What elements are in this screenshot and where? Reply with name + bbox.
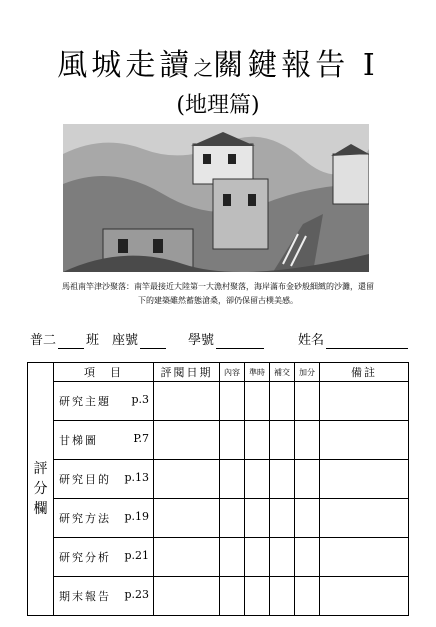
on-time-cell[interactable]	[245, 382, 270, 421]
content-cell[interactable]	[220, 460, 245, 499]
on-time-cell[interactable]	[245, 460, 270, 499]
content-cell[interactable]	[220, 538, 245, 577]
name-blank[interactable]	[326, 348, 408, 349]
page-title	[0, 48, 436, 86]
caption-line2: 下的建築雖然蓄態滄桑，卻仍保留古樸美感。	[138, 296, 298, 305]
date-cell[interactable]	[154, 421, 220, 460]
class-blank[interactable]	[58, 348, 84, 349]
item-cell	[54, 460, 154, 499]
remarks-cell[interactable]	[320, 538, 409, 577]
student-info	[30, 333, 420, 349]
on-time-cell[interactable]	[245, 421, 270, 460]
table-row	[28, 382, 409, 421]
item-page: p.13	[124, 471, 149, 484]
side-char: 評	[33, 461, 48, 477]
date-cell[interactable]	[154, 577, 220, 616]
remarks-cell[interactable]	[320, 499, 409, 538]
resubmit-cell[interactable]	[270, 460, 295, 499]
item-name: 研究主題	[59, 395, 111, 408]
title-small: 之	[193, 56, 214, 80]
id-label: 學號	[188, 333, 215, 348]
content-cell[interactable]	[220, 577, 245, 616]
seat-label: 座號	[112, 333, 139, 348]
item-cell	[54, 382, 154, 421]
item-name: 研究分析	[59, 551, 111, 564]
header-date: 評閱日期	[154, 363, 220, 382]
date-cell[interactable]	[154, 499, 220, 538]
item-name: 期末報告	[59, 590, 111, 603]
class-label: 普二	[30, 333, 57, 348]
item-page: p.19	[124, 510, 149, 523]
item-name: 研究目的	[59, 473, 111, 486]
remarks-cell[interactable]	[320, 382, 409, 421]
item-cell	[54, 538, 154, 577]
table-row	[28, 421, 409, 460]
seat-blank[interactable]	[140, 348, 166, 349]
resubmit-cell[interactable]	[270, 382, 295, 421]
header-item: 項 目	[54, 363, 154, 382]
content-cell[interactable]	[220, 421, 245, 460]
on-time-cell[interactable]	[245, 538, 270, 577]
table-row	[28, 577, 409, 616]
remarks-cell[interactable]	[320, 577, 409, 616]
resubmit-cell[interactable]	[270, 538, 295, 577]
date-cell[interactable]	[154, 382, 220, 421]
table-header-row	[28, 363, 409, 382]
content-cell[interactable]	[220, 499, 245, 538]
table-row	[28, 460, 409, 499]
table-row	[28, 499, 409, 538]
class-suffix: 班	[86, 333, 100, 348]
id-blank[interactable]	[216, 348, 264, 349]
resubmit-cell[interactable]	[270, 421, 295, 460]
on-time-cell[interactable]	[245, 577, 270, 616]
bonus-cell[interactable]	[295, 577, 320, 616]
content-cell[interactable]	[220, 382, 245, 421]
resubmit-cell[interactable]	[270, 499, 295, 538]
caption-line1: 馬祖南竿津沙聚落：南竿最接近大陸第一大漁村聚落，海岸滿布金砂般細緻的沙灘，還留	[62, 282, 374, 291]
item-page: p.23	[124, 588, 149, 601]
title-part2: 關鍵報告 I	[213, 48, 379, 83]
header-resubmit: 補交	[270, 363, 295, 382]
date-cell[interactable]	[154, 538, 220, 577]
side-char: 欄	[33, 501, 48, 517]
title-part1: 風城走讀	[57, 48, 194, 83]
item-name: 甘梯圖	[59, 434, 98, 447]
bonus-cell[interactable]	[295, 499, 320, 538]
bonus-cell[interactable]	[295, 538, 320, 577]
bonus-cell[interactable]	[295, 382, 320, 421]
photo-caption	[20, 280, 416, 308]
item-page: P.7	[133, 432, 149, 445]
header-on-time: 準時	[245, 363, 270, 382]
resubmit-cell[interactable]	[270, 577, 295, 616]
remarks-cell[interactable]	[320, 460, 409, 499]
date-cell[interactable]	[154, 460, 220, 499]
item-cell	[54, 577, 154, 616]
village-photo	[63, 124, 369, 272]
page-subtitle: (地理篇)	[176, 93, 260, 118]
remarks-cell[interactable]	[320, 421, 409, 460]
item-page: p.3	[131, 393, 149, 406]
header-remarks: 備註	[320, 363, 409, 382]
item-cell	[54, 421, 154, 460]
table-row	[28, 538, 409, 577]
side-char: 分	[33, 481, 48, 497]
item-page: p.21	[124, 549, 149, 562]
header-bonus: 加分	[295, 363, 320, 382]
grading-side-label	[28, 363, 54, 616]
item-cell	[54, 499, 154, 538]
name-label: 姓名	[298, 333, 325, 348]
header-content: 內容	[220, 363, 245, 382]
on-time-cell[interactable]	[245, 499, 270, 538]
bonus-cell[interactable]	[295, 460, 320, 499]
grading-table	[27, 362, 409, 616]
bonus-cell[interactable]	[295, 421, 320, 460]
item-name: 研究方法	[59, 512, 111, 525]
